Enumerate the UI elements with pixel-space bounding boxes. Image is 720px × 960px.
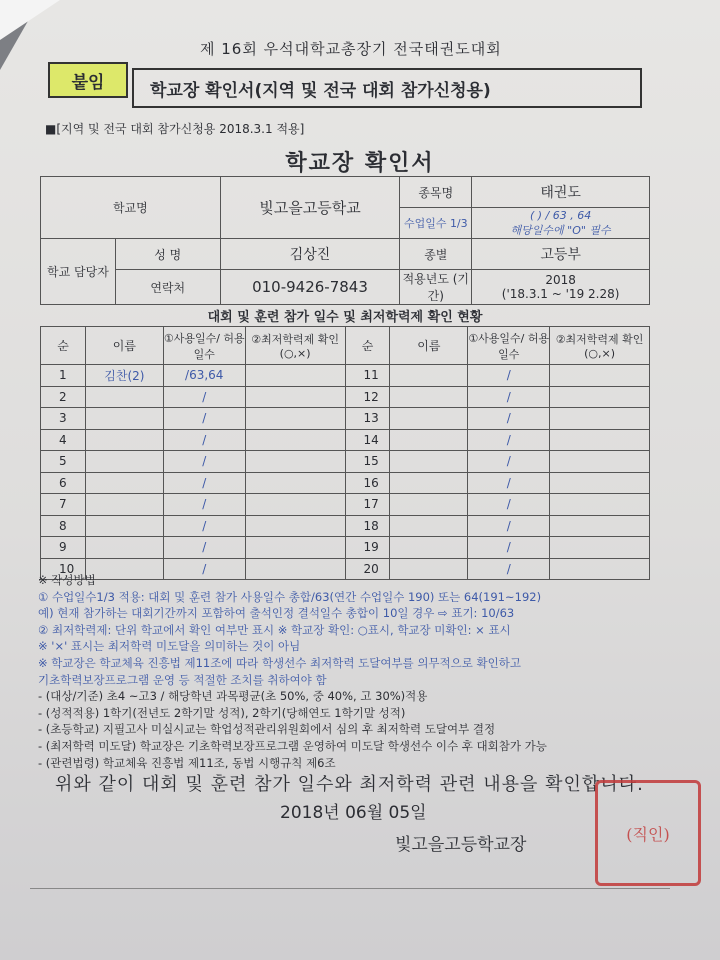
row-days: / [468, 515, 550, 537]
school-label: 학교명 [41, 177, 221, 239]
signer-name: 빛고을고등학교장 [395, 835, 527, 855]
status-row [41, 386, 650, 408]
row-no: 10 [41, 558, 86, 580]
competition-title: 제 16회 우석대학교총장기 전국태권도대회 [200, 40, 502, 58]
row-no: 16 [345, 472, 390, 494]
row-no: 13 [345, 408, 390, 430]
row-name [85, 494, 163, 516]
status-row [41, 451, 650, 473]
row-min [550, 365, 650, 387]
confirmation-date: 2018년 06월 05일 [280, 803, 427, 823]
row-no: 12 [345, 386, 390, 408]
row-days: / [163, 472, 245, 494]
row-min [550, 408, 650, 430]
note-line: 예) 현재 참가하는 대회기간까지 포함하여 출석인정 결석일수 총합이 10일 경우 ⇨ 표기: 10/63 [38, 606, 515, 621]
row-name: 김찬(2) [85, 365, 163, 387]
col-min-left: ②최저학력제 확인(○,×) [245, 327, 345, 365]
row-name [85, 429, 163, 451]
row-days: / [468, 386, 550, 408]
name-value: 김상진 [220, 239, 400, 270]
row-min [245, 515, 345, 537]
row-no: 15 [345, 451, 390, 473]
year-label: 적용년도 (기간) [400, 270, 472, 305]
col-no-left: 순 [41, 327, 86, 365]
note-line: - (관련법령) 학교체육 진흥법 제11조, 동법 시행규칙 제6조 [38, 755, 336, 770]
row-days: / [468, 429, 550, 451]
row-min [245, 365, 345, 387]
note-line: - (성적적용) 1학기(전년도 2학기말 성적), 2학기(당해연도 1학기말 성적) [38, 705, 406, 720]
row-days: / [163, 515, 245, 537]
row-no: 3 [41, 408, 86, 430]
row-min [245, 472, 345, 494]
row-no: 18 [345, 515, 390, 537]
row-no: 1 [41, 365, 86, 387]
row-days: / [468, 451, 550, 473]
row-days: / [468, 558, 550, 580]
days-hint: 해당일수에 "O" 필수 [510, 223, 611, 237]
status-row [41, 515, 650, 537]
row-days: / [163, 537, 245, 559]
info-table [40, 176, 650, 305]
row-days: / [163, 558, 245, 580]
row-name [85, 451, 163, 473]
applicability-note: ■[지역 및 전국 대회 참가신청용 2018.3.1 적용] [45, 122, 305, 136]
row-name [390, 365, 468, 387]
row-days: / [163, 494, 245, 516]
status-row [41, 365, 650, 387]
row-name [390, 386, 468, 408]
col-days-right: ①사용일수/ 허용일수 [468, 327, 550, 365]
division-value: 고등부 [472, 239, 650, 270]
col-no-right: 순 [345, 327, 390, 365]
year-cell [472, 270, 650, 305]
contact-label: 연락처 [115, 270, 220, 305]
writing-instructions [38, 572, 678, 771]
col-min-right: ②최저학력제 확인(○,×) [550, 327, 650, 365]
row-no: 5 [41, 451, 86, 473]
days-value: ( ) / 63 , 64 [529, 208, 592, 222]
year-range: ('18.3.1 ~ '19 2.28) [501, 287, 620, 301]
row-min [550, 494, 650, 516]
row-days: / [163, 386, 245, 408]
school-value: 빛고을고등학교 [220, 177, 400, 239]
status-row [41, 429, 650, 451]
staff-label: 학교 담당자 [41, 239, 116, 305]
note-line: - (최저학력 미도달) 학교장은 기초학력보장프로그램 운영하여 미도달 학생선수 이수 후 대회참가 가능 [38, 738, 547, 753]
document-title: 학교장 확인서 [285, 151, 435, 176]
row-name [390, 515, 468, 537]
row-no: 11 [345, 365, 390, 387]
seal-text: (직인) [626, 824, 670, 844]
official-seal-stamp [595, 780, 701, 886]
row-name [85, 537, 163, 559]
row-no: 8 [41, 515, 86, 537]
row-no: 19 [345, 537, 390, 559]
days-cell [472, 208, 650, 239]
days-label: 수업일수 1/3 [400, 208, 472, 239]
row-name [85, 515, 163, 537]
row-no: 7 [41, 494, 86, 516]
form-title: 학교장 확인서(지역 및 전국 대회 참가신청용) [132, 68, 642, 108]
row-no: 9 [41, 537, 86, 559]
note-line: - (초등학교) 지필고사 미실시교는 학업성적관리위원회에서 심의 후 최저학력 도달여부 결정 [38, 722, 496, 737]
row-min [550, 429, 650, 451]
status-row [41, 472, 650, 494]
status-section-title: 대회 및 훈련 참가 일수 및 최저학력제 확인 현황 [207, 310, 483, 325]
status-table [40, 326, 650, 580]
name-label: 성 명 [115, 239, 220, 270]
row-min [245, 429, 345, 451]
status-row [41, 537, 650, 559]
row-min [245, 451, 345, 473]
status-row [41, 494, 650, 516]
row-days: / [163, 429, 245, 451]
row-min [245, 408, 345, 430]
row-min [550, 472, 650, 494]
division-label: 종별 [400, 239, 472, 270]
event-label: 종목명 [400, 177, 472, 208]
row-days: / [468, 408, 550, 430]
row-days: /63,64 [163, 365, 245, 387]
row-min [245, 537, 345, 559]
note-line: 기초학력보장프로그램 운영 등 적절한 조치를 취하여야 함 [38, 672, 327, 687]
row-no: 17 [345, 494, 390, 516]
row-name [390, 429, 468, 451]
note-line: - (대상/기준) 초4 ~고3 / 해당학년 과목평균(초 50%, 중 40%, 고 30%)적용 [38, 689, 428, 704]
col-name-right: 이름 [390, 327, 468, 365]
note-line: ※ 학교장은 학교체육 진흥법 제11조에 따라 학생선수 최저학력 도달여부를 의무적으로 확인하고 [38, 655, 521, 670]
attachment-badge: 붙임 [48, 62, 128, 98]
row-min [245, 494, 345, 516]
row-name [85, 408, 163, 430]
row-no: 6 [41, 472, 86, 494]
row-days: / [468, 537, 550, 559]
row-name [85, 472, 163, 494]
event-value: 태권도 [472, 177, 650, 208]
row-min [245, 386, 345, 408]
row-min [550, 537, 650, 559]
col-name-left: 이름 [85, 327, 163, 365]
note-line: ※ '×' 표시는 최저학력 미도달을 의미하는 것이 아님 [38, 639, 301, 654]
confirmation-statement: 위와 같이 대회 및 훈련 참가 일수와 최저학력 관련 내용을 확인합니다. [55, 774, 644, 795]
col-days-left: ①사용일수/ 허용일수 [163, 327, 245, 365]
row-min [550, 451, 650, 473]
note-line: ① 수업일수1/3 적용: 대회 및 훈련 참가 사용일수 총합/63(연간 수업일수 190) 또는 64(191~192) [38, 589, 542, 604]
row-name [390, 408, 468, 430]
row-days: / [468, 365, 550, 387]
status-body [41, 365, 650, 580]
row-no: 2 [41, 386, 86, 408]
row-days: / [163, 451, 245, 473]
row-days: / [163, 408, 245, 430]
row-days: / [468, 472, 550, 494]
notes-heading: ※ 작성방법 [38, 573, 96, 587]
row-no: 14 [345, 429, 390, 451]
row-name [85, 386, 163, 408]
row-days: / [468, 494, 550, 516]
row-name [390, 451, 468, 473]
row-no: 4 [41, 429, 86, 451]
bottom-divider [30, 888, 670, 889]
row-name [390, 494, 468, 516]
status-row [41, 408, 650, 430]
year-value: 2018 [545, 273, 576, 287]
row-min [550, 386, 650, 408]
row-min [550, 515, 650, 537]
row-name [390, 537, 468, 559]
note-line: ② 최저학력제: 단위 학교에서 확인 여부만 표시 ※ 학교장 확인: ○표시, 학교장 미확인: × 표시 [38, 622, 511, 637]
row-no: 20 [345, 558, 390, 580]
contact-value: 010-9426-7843 [220, 270, 400, 305]
row-name [390, 472, 468, 494]
